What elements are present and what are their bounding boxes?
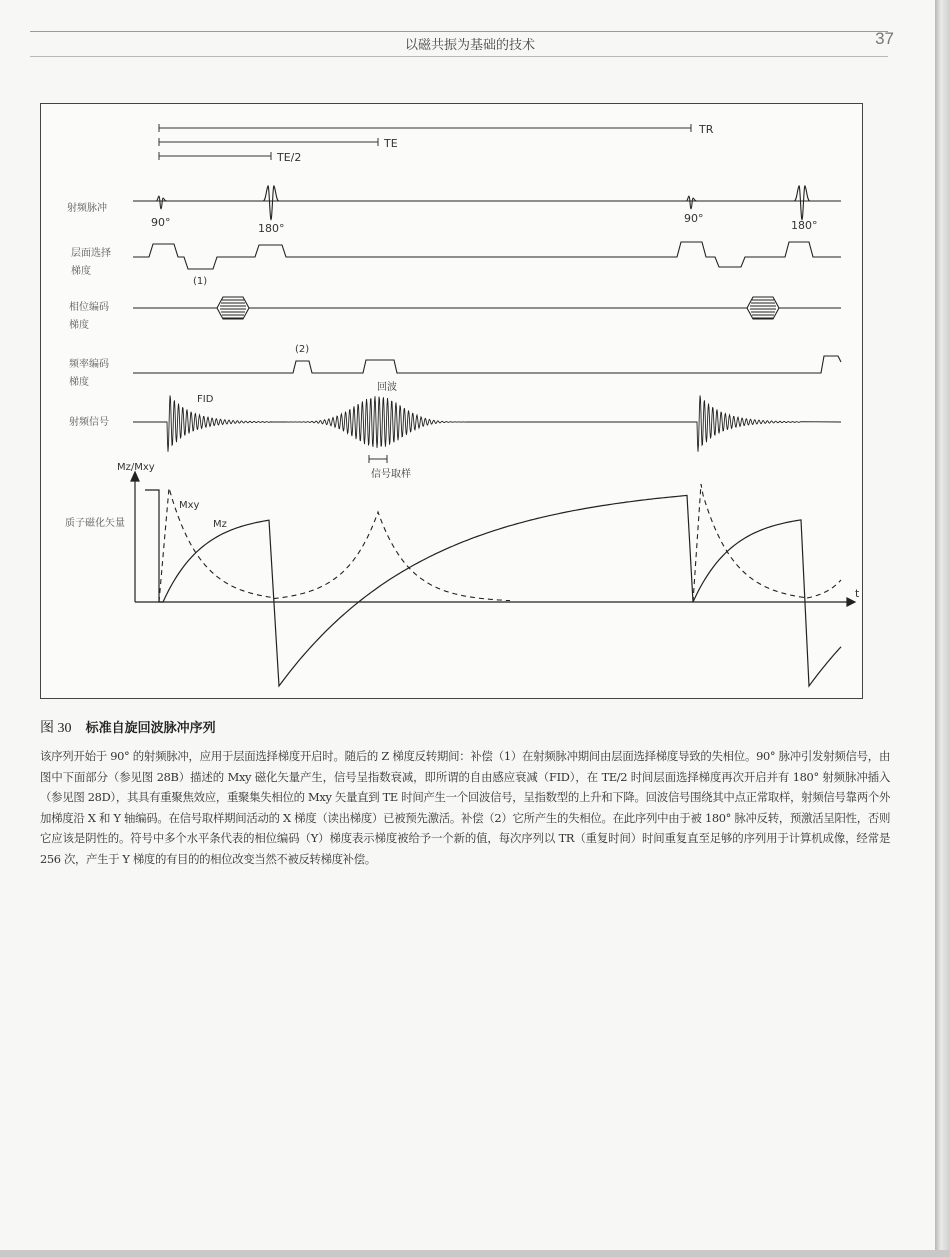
sampling-label: 信号取样 (371, 469, 411, 480)
timing-bars (159, 124, 691, 160)
pulse-label-180-b: 180° (791, 219, 818, 232)
axis-t-label: t (855, 587, 860, 600)
spin-echo-diagram (40, 103, 863, 699)
figure-caption (40, 717, 216, 737)
slice-gradient-trace (133, 242, 841, 269)
row-label-rf-signal: 射频信号 (69, 417, 109, 428)
compensation-1-label: (1) (193, 276, 208, 287)
row-label-phase-1: 相位编码 (69, 302, 109, 313)
caption-title: 标准自旋回波脉冲序列 (85, 721, 216, 736)
pulse-label-90-b: 90° (684, 212, 704, 225)
tr-label: TR (699, 123, 714, 136)
mxy-label: Mxy (179, 500, 200, 511)
row-label-rf-pulse: 射频脉冲 (67, 203, 107, 214)
rf-pulse-trace (133, 186, 841, 220)
echo-label: 回波 (377, 382, 397, 393)
pulse-90-second (686, 196, 697, 209)
page-edge-bottom (0, 1250, 950, 1257)
pulse-180-first (263, 186, 279, 220)
sampling-window (369, 455, 387, 463)
page-number: 37 (875, 29, 894, 48)
fid-label: FID (197, 394, 214, 405)
compensation-2-label: (2) (295, 344, 310, 355)
pulse-180-second (794, 186, 810, 220)
row-label-slice-1: 层面选择 (71, 248, 111, 259)
te-label: TE (384, 137, 398, 150)
row-label-magnetization: 质子磁化矢量 (65, 518, 125, 529)
row-label-freq-2: 梯度 (69, 377, 89, 388)
body-paragraph: 该序列开始于 90° 的射频脉冲，应用于层面选择梯度开启时。随后的 Z 梯度反转期间：补偿（1）在射频脉冲期间由层面选择梯度导致的失相位。90° 脉冲引发射频信号，由图中下面部分（参见图 28B）描述的 Mxy 磁化矢量产生，信号呈指数衰减，即所谓的自由感应衰减（FID），在 TE/2 时间层面选择梯度再次开启并有 180° 射频脉冲插入（参见图 28D），其具有重聚焦效应，重聚集失相位的 Mxy 矢量直到 TE 时间产生一个回波信号，呈指数型的上升和下降。回波信号围绕其中点正常取样，射频信号靠两个外加梯度沿 X 和 Y 轴编码。在信号取样期间活动的 X 梯度（读出梯度）已被预先激活。补偿（2）它所产生的失相位。在此序列中由于被 180° 脉冲反转，预激活呈阳性，否则它应该是阴性的。符号中多个水平条代表的相位编码（Y）梯度表示梯度被给予一个新的值，每次序列以 TR（重复时间）时间重复直至足够的序列用于计算机成像，经常是 256 次，产生于 Y 梯度的有目的的相位改变当然不被反转梯度补偿。 (40, 749, 890, 866)
magnetization-axes (131, 472, 855, 606)
row-label-freq-1: 频率编码 (69, 359, 109, 370)
row-label-phase-2: 梯度 (69, 320, 89, 331)
te-half-label: TE/2 (277, 151, 302, 164)
caption-number: 图 30 (40, 721, 72, 736)
header-rule-lower (30, 56, 888, 57)
freq-gradient-trace (133, 356, 841, 373)
phase-gradient-trace (133, 297, 841, 319)
running-title: 以磁共振为基础的技术 (404, 38, 535, 53)
pulse-90-first (156, 196, 167, 209)
mz-curve (145, 490, 841, 686)
pulse-label-90-a: 90° (151, 216, 171, 229)
header-rule (30, 31, 888, 32)
mxy-curve (159, 484, 841, 602)
pulse-label-180-a: 180° (258, 222, 285, 235)
mz-label: Mz (213, 519, 227, 530)
page-edge (935, 0, 950, 1257)
axis-y-label: Mz/Mxy (117, 462, 155, 473)
row-label-slice-2: 梯度 (71, 266, 91, 277)
rf-signal-trace (133, 395, 841, 451)
